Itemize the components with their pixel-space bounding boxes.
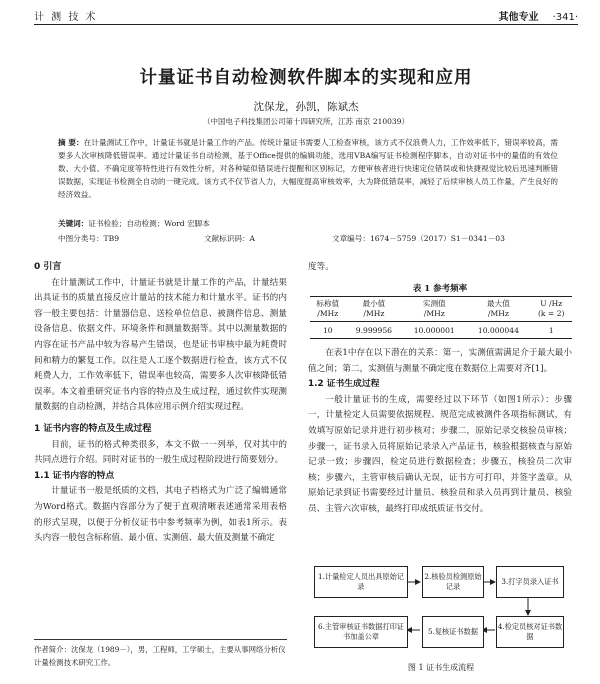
section-and-page [499, 8, 578, 23]
section-heading-1: 1 证书内容的特点及生成过程 [34, 423, 152, 434]
table-caption: 表 1 参考频率 [412, 284, 468, 294]
certificate-flow-diagram [310, 560, 572, 670]
table-header-cell: 最小值 /MHz [346, 297, 403, 322]
subsection-heading-1-2: 1.2 证书生成过程 [308, 379, 380, 390]
intro-paragraph: 在计量测试工作中，计量证书就是计量工作的产品，计量结果出具证书的质量直接反应计量站的技术能力和计量水平。证书的内容一般主要包括：计量器信息、送检单位信息、被测件信息、测量设备信息、依据文件、环境条件和测量数据等。其中以测量数据的内容在证书产品中较为容易产生错误，也是证书审核中最为耗费时间和精力的繁复工作。以往是人工逐个数据进行检查，该方式不仅耗费人力，工作效率低下，错误率也较高，需要多人次审核降低错误率。本文着重研究证书内容的特点及生成过程，通过软件实现测量数据的自动检测，并结合具体应用示例介绍实现过程。 [34, 277, 287, 413]
flow-step-2: 2.核验员检测原始记录 [422, 566, 484, 598]
table-row [310, 322, 572, 339]
section-name: 其他专业 [498, 12, 539, 23]
table-relation-paragraph: 在表1中存在以下潜在的关系：第一，实测值需满足介于最大最小值之间；第二，实测值与测量不确定度在数据位上需要对齐[1]。 [308, 348, 572, 374]
table-header-cell: 最大值 /MHz [466, 297, 530, 322]
abstract-label: 摘 要： [58, 138, 84, 147]
table-cell: 10 [310, 322, 346, 339]
table-header-row [310, 297, 572, 322]
header-rule [34, 24, 578, 25]
author-footnote: 作者简介：沈保龙（1989－），男，工程师，工学硕士，主要从事网络分析仪计量检测技术研究工作。 [34, 639, 287, 669]
keywords-label: 关键词： [58, 219, 89, 228]
page-number: ·341· [552, 12, 578, 23]
paper-title: 计量证书自动检测软件脚本的实现和应用 [139, 68, 473, 88]
table-header-cell: 实测值 /MHz [402, 297, 466, 322]
abstract [58, 137, 558, 202]
subsection-1-2-paragraph: 一般计量证书的生成，需要经过以下环节（如图1所示）：步骤一，计量检定人员需要依据规程、规范完成被测件各项指标测试，有效填写原始记录并进行初步核对；步骤二，原始记录交核验员审核；步骤一，证书录入员将原始记录录入产品证书，核验根据核查与原始记录一致；步骤四，检定员进行数据检查；步骤五，核验员二次审核；步骤六，主管审核后确认无误，证书方可打印，并签字盖章。从原始记录到证书需要经过计量员、核验员和录入员再到计量员、核验员、主管六次审核，最终打印成纸质证书交付。 [308, 394, 572, 514]
keywords [58, 218, 558, 229]
table-header-cell: 标称值 /MHz [310, 297, 346, 322]
paper-authors: 沈保龙，孙凯，陈斌杰 [253, 101, 359, 113]
table-cell: 10.000001 [402, 322, 466, 339]
flow-step-6: 6.主管审核证书数据打印证书加盖公章 [314, 616, 408, 648]
right-column-continuation: 度等。 [308, 262, 334, 272]
flow-step-1: 1.计量检定人员出具原始记录 [314, 566, 408, 598]
table-cell: 9.999956 [346, 322, 403, 339]
section-heading-intro: 0 引言 [34, 262, 62, 272]
right-column-body [308, 346, 572, 518]
article-number: 文章编号：1674－5759（2017）S1－0341－03 [332, 234, 505, 243]
clc-number: 中图分类号：TB9 [58, 234, 120, 243]
document-code: 文献标识码：A [204, 234, 256, 243]
flow-step-5: 5.复核证书数据 [422, 616, 484, 648]
figure-caption: 图 1 证书生成流程 [407, 663, 475, 672]
flow-step-4: 4.检定员核对证书数据 [496, 616, 564, 648]
running-header [34, 6, 578, 24]
reference-frequency-table [310, 296, 572, 339]
subsection-heading-1-1: 1.1 证书内容的特点 [34, 470, 115, 481]
flow-step-3: 3.打字员录入证书 [496, 566, 564, 598]
table-cell: 1 [530, 322, 572, 339]
paper-affiliation: （中国电子科技集团公司第十四研究所，江苏 南京 210039） [203, 117, 409, 126]
journal-name: 计 测 技 术 [34, 12, 98, 23]
left-column [34, 260, 287, 547]
table-cell: 10.000044 [466, 322, 530, 339]
keywords-text: 证书检验；自动检测；Word 宏脚本 [88, 219, 210, 228]
section-1-paragraph: 目前，证书的格式种类很多，本文不做一一列举，仅对其中的共同点进行介绍。同时对证书的一般生成过程阶段进行简要划分。 [34, 439, 287, 466]
subsection-1-1-paragraph: 计量证书一般是纸质的文档，其电子档格式为广泛了编辑通常为Word格式。数据内容部分为了便于直观清晰表述通常采用表格的形式呈现，以便于分析仪证书中参考频率为例，如表1所示。表头内容一般包含标称值、最小值、实测值、最大值及测量不确定 [34, 486, 287, 544]
abstract-text: 在计量测试工作中，计量证书就是计量工作的产品。传统计量证书需要人工检查审核，该方式不仅浪费人力，工作效率低下，错误率较高，需要多人次审核降低错误率。通过计量证书自动检测，基于Office提供的编辑功能，选用VBA编写证书检测程序脚本，自动对证书中的量值的有效位数、大小值、不确定度等特性进行有效性分析，对各种疑似错误进行提醒和区别标记，方便审核者进行快速定位错误或和快捷视觉比较后迅速判断错误数据，实现证书检测全自动的一键完成。该方式不仅节省人力，大幅度提高审核效率，大为降低错误率，减轻了后续审核人员工作量，产生良好的经济效益。 [58, 138, 558, 199]
table-header-cell: U /Hz (k = 2) [530, 297, 572, 322]
